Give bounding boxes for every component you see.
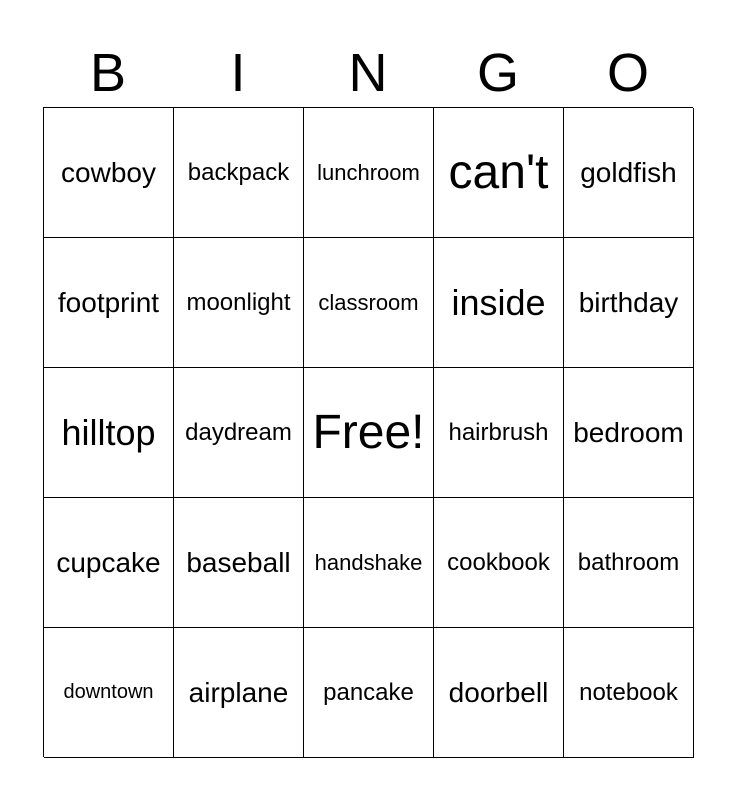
bingo-cell-hairbrush[interactable]: hairbrush xyxy=(434,368,564,498)
bingo-cell-moonlight[interactable]: moonlight xyxy=(174,238,304,368)
header-letter-g: G xyxy=(476,43,519,103)
bingo-cell-inside[interactable]: inside xyxy=(434,238,564,368)
bingo-cell-airplane[interactable]: airplane xyxy=(174,628,304,758)
bingo-cell-pancake[interactable]: pancake xyxy=(304,628,434,758)
bingo-cell-bedroom[interactable]: bedroom xyxy=(564,368,694,498)
bingo-cell-baseball[interactable]: baseball xyxy=(174,498,304,628)
bingo-cell-cupcake[interactable]: cupcake xyxy=(44,498,174,628)
header-letter-b: B xyxy=(89,43,127,103)
bingo-cell-doorbell[interactable]: doorbell xyxy=(434,628,564,758)
bingo-cell-cowboy[interactable]: cowboy xyxy=(44,108,174,238)
bingo-cell-hilltop[interactable]: hilltop xyxy=(44,368,174,498)
bingo-cell-classroom[interactable]: classroom xyxy=(304,238,434,368)
bingo-header xyxy=(43,38,693,108)
bingo-cell-cant[interactable]: can't xyxy=(434,108,564,238)
header-letter-i: I xyxy=(230,43,246,103)
bingo-board xyxy=(43,107,693,757)
bingo-cell-cookbook[interactable]: cookbook xyxy=(434,498,564,628)
bingo-cell-handshake[interactable]: handshake xyxy=(304,498,434,628)
bingo-cell-birthday[interactable]: birthday xyxy=(564,238,694,368)
bingo-cell-daydream[interactable]: daydream xyxy=(174,368,304,498)
header-letter-o: O xyxy=(606,43,649,103)
bingo-cell-bathroom[interactable]: bathroom xyxy=(564,498,694,628)
bingo-cell-notebook[interactable]: notebook xyxy=(564,628,694,758)
bingo-cell-backpack[interactable]: backpack xyxy=(174,108,304,238)
bingo-cell-goldfish[interactable]: goldfish xyxy=(564,108,694,238)
bingo-cell-downtown[interactable]: downtown xyxy=(44,628,174,758)
header-letter-n: N xyxy=(348,43,388,103)
bingo-cell-free[interactable]: Free! xyxy=(304,368,434,498)
bingo-cell-footprint[interactable]: footprint xyxy=(44,238,174,368)
bingo-cell-lunchroom[interactable]: lunchroom xyxy=(304,108,434,238)
